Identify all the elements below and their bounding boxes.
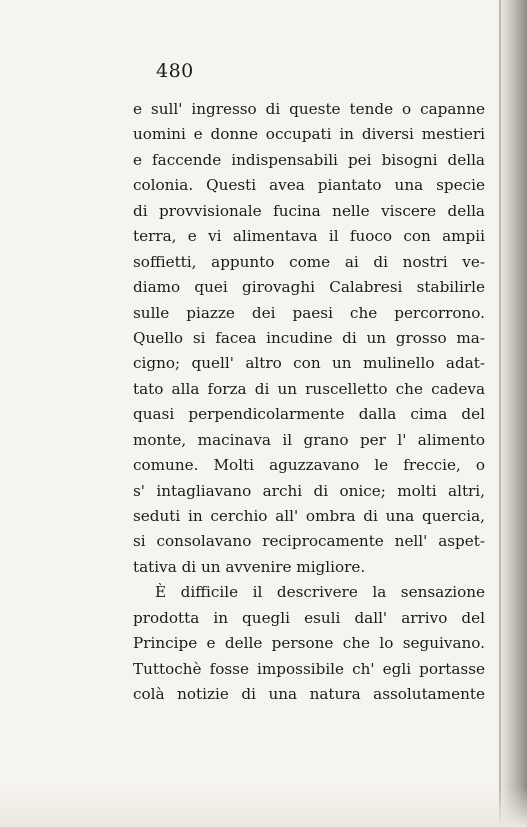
text-line: uomini e donne occupati in diversi mestieri [133, 125, 485, 144]
binding-shadow [501, 0, 527, 827]
text-line: comune. Molti aguzzavano le freccie, o [133, 456, 485, 475]
text-line: Tuttochè fosse impossibile ch' egli portasse [133, 659, 485, 678]
page-bottom-shade [0, 787, 527, 827]
text-line: di provvisionale fucina nelle viscere della [133, 201, 485, 220]
text-line: e faccende indispensabili pei bisogni della [133, 150, 485, 169]
text-line: Principe e delle persone che lo seguivano. [133, 634, 485, 653]
text-line: monte, macinava il grano per l' alimento [133, 430, 485, 449]
text-line: s' intagliavano archi di onice; molti altri, [133, 481, 485, 500]
text-line: terra, e vi alimentava il fuoco con ampii [133, 227, 485, 246]
page-number: 480 [156, 60, 194, 82]
text-line: quasi perpendicolarmente dalla cima del [133, 405, 485, 424]
text-line: tativa di un avvenire migliore. [133, 557, 366, 576]
text-line: colà notizie di una natura assolutamente [133, 685, 485, 704]
text-line: si consolavano reciprocamente nell' aspet- [133, 532, 485, 551]
text-line: tato alla forza di un ruscelletto che cadeva [133, 379, 485, 398]
text-line: diamo quei girovaghi Calabresi stabilirle [133, 278, 485, 297]
text-line: soffietti, appunto come ai di nostri ve- [133, 252, 485, 271]
text-line: seduti in cerchio all' ombra di una quercia, [133, 507, 485, 525]
text-line: Quello si facea incudine di un grosso ma- [133, 328, 485, 347]
body-text [133, 97, 485, 708]
text-line: cigno; quell' altro con un mulinello adat- [133, 354, 485, 373]
text-line: colonia. Questi avea piantato una specie [133, 176, 485, 195]
text-line: prodotta in quegli esuli dall' arrivo del [133, 608, 485, 627]
text-line: sulle piazze dei paesi che percorrono. [133, 303, 485, 322]
text-line: e sull' ingresso di queste tende o capanne [133, 100, 485, 118]
paragraph-first-line: È difficile il descrivere la sensazione [155, 583, 485, 602]
